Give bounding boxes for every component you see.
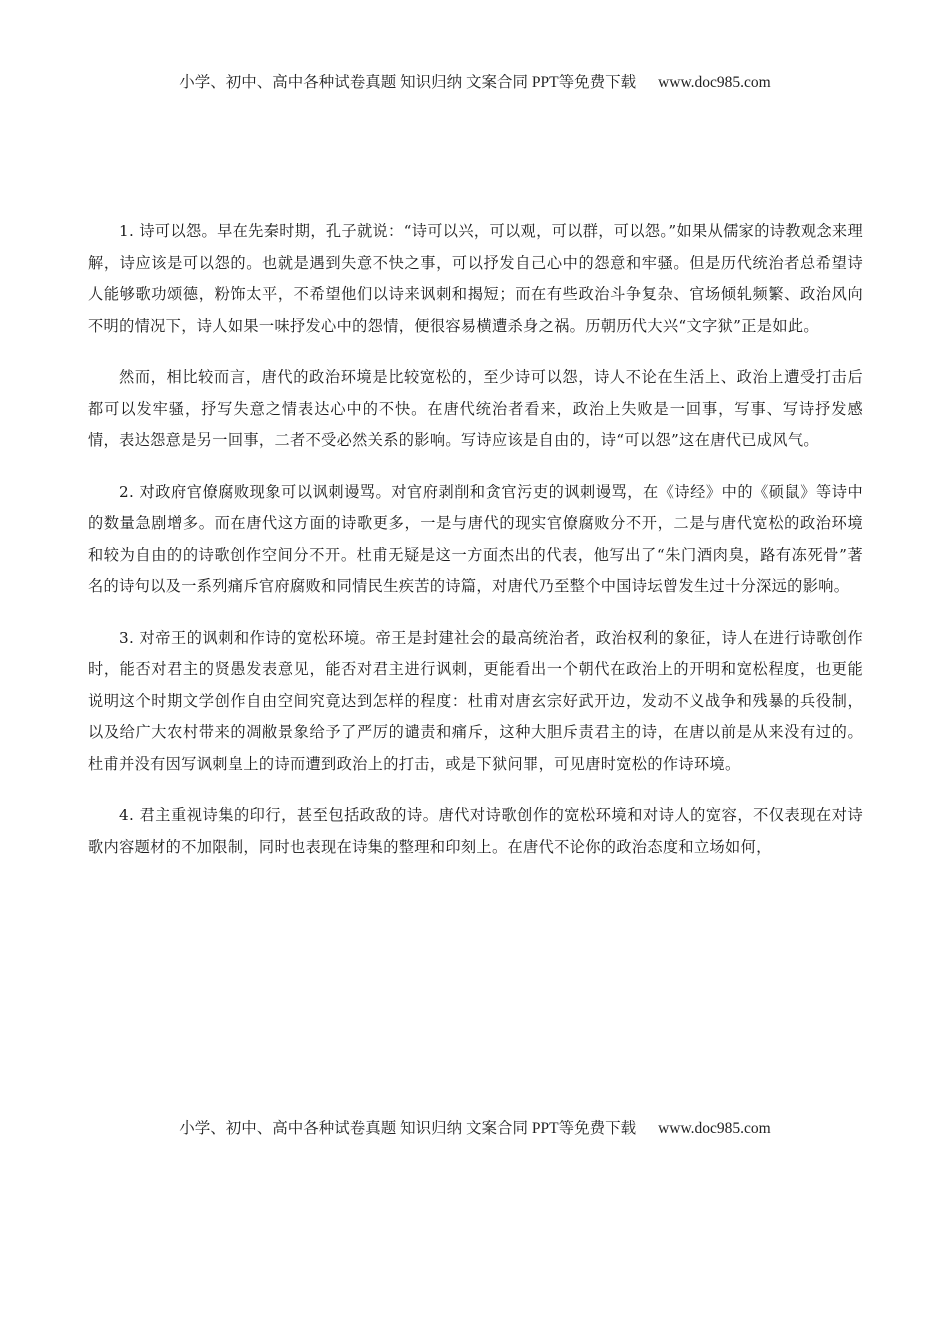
- paragraph-2: 然而，相比较而言，唐代的政治环境是比较宽松的，至少诗可以怨，诗人不论在生活上、政治上遭受打击后都可以发牢骚，抒写失意之情表达心中的不快。在唐代统治者看来，政治上失败是一回事，写事、写诗抒发感情，表达怨意是另一回事，二者不受必然关系的影响。写诗应该是自由的，诗“可以怨”这在唐代已成风气。: [88, 368, 863, 449]
- footer-site-link[interactable]: www.doc985.com: [658, 1120, 771, 1137]
- header-site-link[interactable]: www.doc985.com: [658, 74, 771, 91]
- paragraph-4: 3. 对帝王的讽刺和作诗的宽松环境。帝王是封建社会的最高统治者，政治权利的象征，诗人在进行诗歌创作时，能否对君主的贤愚发表意见，能否对君主进行讽刺，更能看出一个朝代在政治上的开明和宽松程度，也更能说明这个时期文学创作自由空间究竟达到怎样的程度：杜甫对唐玄宗好武开边，发动不义战争和残暴的兵役制，以及给广大农村带来的凋敝景象给予了严厉的谴责和痛斥，这种大胆斥责君主的诗，在唐以前是从来没有过的。杜甫并没有因写讽刺皇上的诗而遭到政治上的打击，或是下狱问罪，可见唐时宽松的作诗环境。: [88, 628, 863, 773]
- footer-banner-text: 小学、初中、高中各种试卷真题 知识归纳 文案合同 PPT等免费下载: [179, 1120, 637, 1137]
- footer-banner: [0, 1116, 950, 1138]
- header-banner: [0, 70, 950, 92]
- paragraph-3: 2. 对政府官僚腐败现象可以讽刺谩骂。对官府剥削和贪官污吏的讽刺谩骂，在《诗经》中的《硕鼠》等诗中的数量急剧增多。而在唐代这方面的诗歌更多，一是与唐代的现实官僚腐败分不开，二是与唐代宽松的政治环境和较为自由的的诗歌创作空间分不开。杜甫无疑是这一方面杰出的代表，他写出了“朱门酒肉臭，路有冻死骨”著名的诗句以及一系列痛斥官府腐败和同情民生疾苦的诗篇，对唐代乃至整个中国诗坛曾发生过十分深远的影响。: [88, 482, 863, 595]
- paragraph-1: 1. 诗可以怨。早在先秦时期，孔子就说：“诗可以兴，可以观，可以群，可以怨。”如果从儒家的诗教观念来理解，诗应该是可以怨的。也就是遇到失意不快之事，可以抒发自己心中的怨意和牢骚。但是历代统治者总希望诗人能够歌功颂德，粉饰太平，不希望他们以诗来讽刺和揭短；而在有些政治斗争复杂、官场倾轧频繁、政治风向不明的情况下，诗人如果一味抒发心中的怨情，便很容易横遭杀身之祸。历朝历代大兴“文字狱”正是如此。: [88, 222, 863, 335]
- paragraph-5: 4. 君主重视诗集的印行，甚至包括政敌的诗。唐代对诗歌创作的宽松环境和对诗人的宽容，不仅表现在对诗歌内容题材的不加限制，同时也表现在诗集的整理和印刻上。在唐代不论你的政治态度和立场如何，: [88, 806, 863, 856]
- document-body: [88, 216, 863, 883]
- header-banner-text: 小学、初中、高中各种试卷真题 知识归纳 文案合同 PPT等免费下载: [179, 74, 637, 91]
